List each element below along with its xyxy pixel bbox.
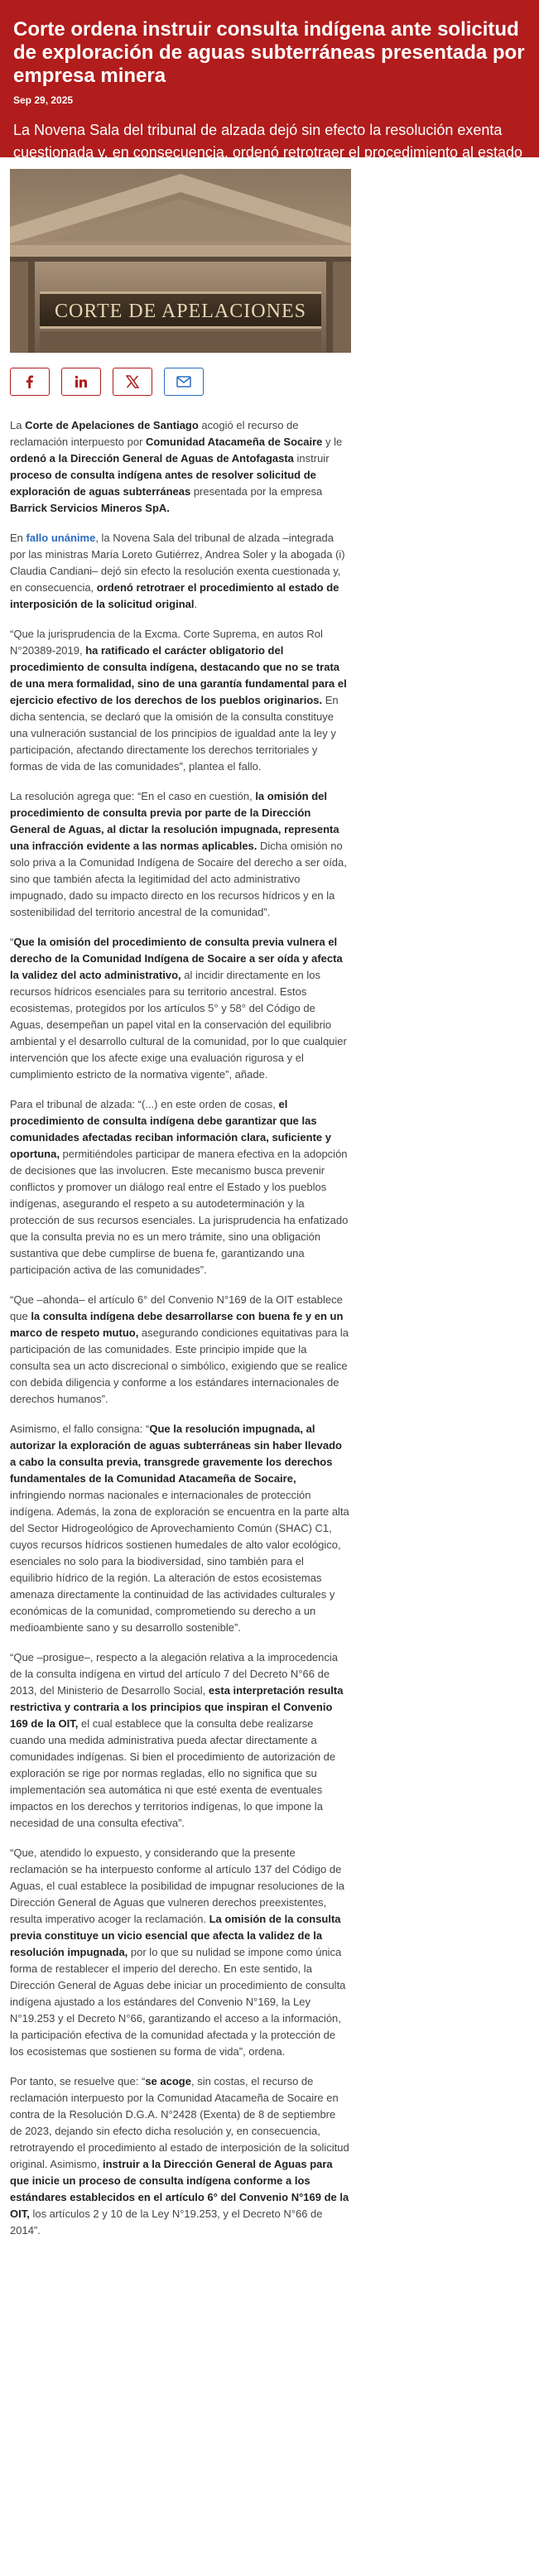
emphasis-text: proceso de consulta indígena antes de resolver solicitud de exploración de aguas subterráneas (10, 469, 316, 498)
article-image (10, 169, 351, 353)
body-text: presentada por la empresa (190, 485, 323, 498)
article-paragraph (10, 1096, 349, 1278)
emphasis-text: Que la resolución impugnada, al autorizar la exploración de aguas subterráneas sin haber llevado a cabo la consulta previa, transgrede gravemente los derechos fundamentales de la Comunidad Atacameña de Socaire, (10, 1423, 342, 1485)
body-text: . (194, 598, 198, 610)
body-text: acogió el recurso de reclamación interpuesto por (10, 419, 299, 448)
body-text: permitiéndoles participar de manera efectiva en la adopción de decisiones que las involucren. Este mecanismo busca prevenir conflictos y promover un diálogo real entre el Estado y los pueblos indígenas, asegurando el respeto a su autodeterminación y la protección de sus recursos esenciales. La jurisprudencia ha enfatizado que la consulta previa no es un mero trámite, sino una obligación sustantiva que debe cumplirse de buena fe, garantizando una participación activa de las comunidades”. (10, 1148, 349, 1276)
body-text: infringiendo normas nacionales e internacionales de protección indígena. Además, la zona de exploración se encuentra en la parte alta del Sector Hidrogeológico de Aprovechamiento Común (SHAC) C1, cuyos recursos hídricos sostienen humedales de alto valor ecológico, esenciales no solo para la biodiversidad, sino también para el equilibrio hídrico de la región. La alteración de estos ecosistemas amenaza directamente la continuidad de las actividades culturales y económicas de la comunidad, comprometiendo su derecho a un medioambiente sano y su desarrollo sostenible”. (10, 1489, 349, 1634)
emphasis-text: ordenó a la Dirección General de Aguas de Antofagasta (10, 452, 294, 465)
article-body (10, 417, 349, 2239)
linkedin-share-button[interactable] (61, 368, 101, 396)
body-text: los artículos 2 y 10 de la Ley N°19.253, y el Decreto N°66 de 2014”. (10, 2208, 323, 2237)
image-caption-text: CORTE DE APELACIONES (55, 301, 306, 322)
facebook-share-button[interactable] (10, 368, 50, 396)
ruling-link[interactable]: fallo unánime (26, 532, 96, 544)
article-paragraph (10, 417, 349, 517)
emphasis-text: Barrick Servicios Mineros SpA. (10, 502, 170, 514)
body-text: asegurando condiciones equitativas para la participación de las comunidades. Este principio impide que la consulta sea un acto discrecional o simbólico, exigiendo que se realice con debida diligencia y conforme a los estándares internacionales de derechos humanos”. (10, 1327, 349, 1405)
body-text: “ (10, 936, 14, 948)
body-text: Para el tribunal de alzada: “(...) en este orden de cosas, (10, 1098, 279, 1110)
article-paragraph (10, 530, 349, 613)
article-paragraph (10, 1292, 349, 1408)
emphasis-text: Comunidad Atacameña de Socaire (146, 436, 323, 448)
article-date: Sep 29, 2025 (13, 94, 74, 106)
body-text: y le (322, 436, 343, 448)
article-paragraph (10, 1649, 349, 1832)
body-text: En dicha sentencia, se declaró que la omisión de la consulta constituye una vulneración sustancial de los principios de igualdad ante la ley y participación, afectando directamente los derechos territoriales y formas de vida de las comunidades”, plantea el fallo. (10, 694, 339, 773)
x-share-button[interactable] (113, 368, 152, 396)
emphasis-text: Que la omisión del procedimiento de consulta previa vulnera el derecho de la Comunidad Indígena de Socaire a ser oída y afecta la validez del acto administrativo, (10, 936, 343, 981)
article-title: Corte ordena instruir consulta indígena ante solicitud de exploración de aguas subterráneas presentada por empresa minera (13, 18, 525, 87)
emphasis-text: instruir a la Dirección General de Aguas para que inicie un proceso de consulta indígena conforme a los estándares establecidos en el artículo 6° del Convenio N°169 de la OIT, (10, 2158, 349, 2220)
body-text: “Que –ahonda– el artículo 6° del Convenio N°169 de la OIT establece que (10, 1293, 343, 1322)
article-paragraph (10, 626, 349, 775)
courthouse-facade-image (10, 169, 351, 353)
emphasis-text: ha ratificado el carácter obligatorio del procedimiento de consulta indígena, destacando que no se trata de una mera formalidad, sino de una garantía fundamental para el ejercicio efectivo de los derechos de los pueblos originarios. (10, 644, 347, 706)
body-text: “Que la jurisprudencia de la Excma. Corte Suprema, en autos Rol N°20389-2019, (10, 628, 323, 657)
article-paragraph (10, 1421, 349, 1636)
emphasis-text: la omisión del procedimiento de consulta previa por parte de la Dirección General de Aguas, al dictar la resolución impugnada, representa una infracción evidente a las normas aplicables. (10, 790, 339, 852)
article-header (0, 0, 539, 161)
article-paragraph (10, 2073, 349, 2239)
body-text: , sin costas, el recurso de reclamación interpuesto por la Comunidad Atacameña de Socaire en contra de la Resolución D.G.A. N°2428 (Exenta) de 8 de septiembre de 2023, dejando sin efecto dicha resolución y, en consecuencia, retrotrayendo el procedimiento al estado de interposición de la solicitud original. Asimismo, (10, 2075, 349, 2170)
emphasis-text: La omisión de la consulta previa constituye un vicio esencial que afecta la validez de la resolución impugnada, (10, 1913, 341, 1958)
body-text: Por tanto, se resuelve que: “ (10, 2075, 146, 2087)
x-icon (126, 375, 139, 388)
emphasis-text: esta interpretación resulta restrictiva y contraria a los principios que inspiran el Convenio 169 de la OIT, (10, 1684, 344, 1730)
mail-icon (176, 376, 191, 388)
body-text: La resolución agrega que: “En el caso en cuestión, (10, 790, 256, 802)
article-lead: La Novena Sala del tribunal de alzada dejó sin efecto la resolución exenta cuestionada y, en consecuencia, ordenó retrotraer el procedimiento al estado (13, 122, 523, 161)
article-paragraph (10, 1845, 349, 2060)
body-text: Dicha omisión no solo priva a la Comunidad Indígena de Socaire del derecho a ser oída, sino que también afecta la legitimidad del acto administrativo impugnado, dado su impacto directo en los recursos hídricos y en la sostenibilidad del territorio ancestral de la comunidad”. (10, 840, 347, 918)
share-buttons (10, 368, 539, 396)
emphasis-text: el procedimiento de consulta indígena debe garantizar que las comunidades afectadas reciban información clara, suficiente y oportuna, (10, 1098, 331, 1160)
body-text: al incidir directamente en los recursos hídricos esenciales para su territorio ancestral. Estos ecosistemas, protegidos por los artículos 5° y 58° del Código de Aguas, desempeñan un papel vital en la conservación del equilibrio ambiental y el desarrollo cultural de la comunidad, por lo que cualquier intervención que los afecte exige una evaluación rigurosa y el cumplimiento estricto de la normativa vigente”, añade. (10, 969, 347, 1081)
emphasis-text: Corte de Apelaciones de Santiago (25, 419, 199, 431)
body-text: instruir (293, 452, 330, 465)
emphasis-text: se acoge (145, 2075, 191, 2087)
article-paragraph (10, 934, 349, 1083)
article-paragraph (10, 788, 349, 921)
body-text: “Que –prosigue–, respecto a la alegación relativa a la improcedencia de la consulta indígena en virtud del artículo 7 del Decreto N°66 de 2013, del Ministerio de Desarrollo Social, (10, 1651, 339, 1697)
body-text: En (10, 532, 26, 544)
emphasis-text: la consulta indígena debe desarrollarse con buena fe y en un marco de respeto mutuo, (10, 1310, 344, 1339)
body-text: por lo que su nulidad se impone como única forma de restablecer el imperio del derecho. En este sentido, la Dirección General de Aguas debe iniciar un procedimiento de consulta indígena ajustado a los estándares del Convenio N°169, la Ley N°19.253 y el Decreto N°66, garantizando el acceso a la información, la participación efectiva de la comunidad afectada y la protección de los ecosistemas que sostienen su forma de vida”, ordena. (10, 1946, 346, 2058)
facebook-icon (23, 375, 36, 388)
body-text: Asimismo, el fallo consigna: “ (10, 1423, 150, 1435)
body-text: , la Novena Sala del tribunal de alzada –integrada por las ministras María Loreto Gutiérrez, Andrea Soler y la abogada (i) Claudia Candiani– dejó sin efecto la resolución exenta cuestionada y, en consecuencia, (10, 532, 345, 594)
body-text: La (10, 419, 26, 431)
linkedin-icon (75, 375, 88, 388)
emphasis-text: ordenó retrotraer el procedimiento al estado de interposición de la solicitud original (10, 581, 339, 610)
email-share-button[interactable] (164, 368, 204, 396)
body-text: el cual establece que la consulta debe realizarse cuando una medida administrativa pueda afectar directamente a comunidades indígenas. Si bien el procedimiento de autorización de exploración se rige por normas regladas, ello no significa que su implementación sea automática ni que esté exenta de eventuales impactos en los derechos y territorios indígenas, lo que impone la necesidad de una consulta efectiva”. (10, 1717, 336, 1829)
body-text: “Que, atendido lo expuesto, y considerando que la presente reclamación se ha interpuesto conforme al artículo 137 del Código de Aguas, el cual establece la posibilidad de impugnar resoluciones de la Dirección General de Aguas que vulneren derechos preexistentes, resulta imperativo acoger la reclamación. (10, 1847, 344, 1925)
